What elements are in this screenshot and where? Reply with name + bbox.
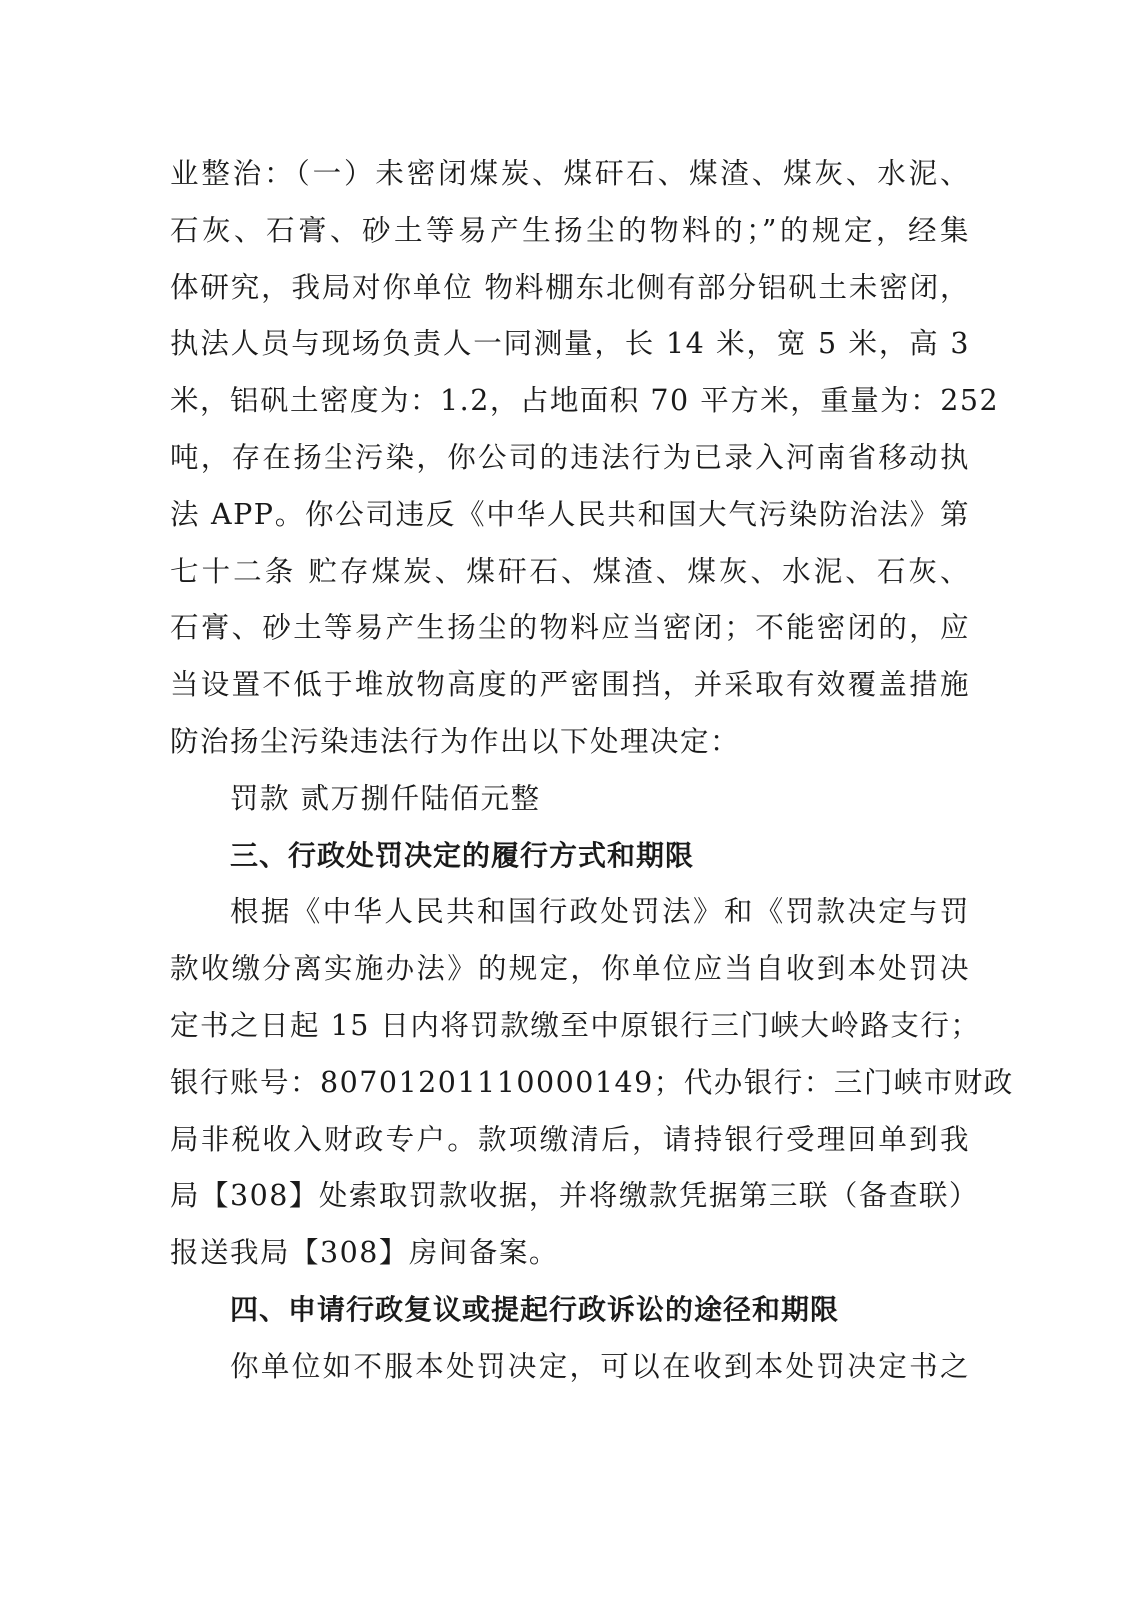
- paragraph-line: 银行账号：80701201110000149；代办银行：三门峡市财政: [170, 1065, 1014, 1099]
- section-heading: 三、行政处罚决定的履行方式和期限: [230, 838, 695, 872]
- paragraph-line: 执法人员与现场负责人一同测量，长 14 米，宽 5 米，高 3: [170, 327, 970, 361]
- paragraph-line: 防治扬尘污染违法行为作出以下处理决定：: [170, 724, 741, 758]
- paragraph-line: 你单位如不服本处罚决定，可以在收到本处罚决定书之: [230, 1349, 970, 1383]
- paragraph-line: 石膏、砂土等易产生扬尘的物料应当密闭；不能密闭的，应: [170, 611, 970, 645]
- paragraph-line: 当设置不低于堆放物高度的严密围挡，并采取有效覆盖措施: [170, 668, 970, 702]
- paragraph-line: 局【308】处索取罚款收据，并将缴款凭据第三联（备查联）: [170, 1179, 979, 1213]
- document-body: [170, 146, 1014, 1396]
- section-heading: 四、申请行政复议或提起行政诉讼的途径和期限: [230, 1292, 840, 1326]
- paragraph-line: 七十二条 贮存煤炭、煤矸石、煤渣、煤灰、水泥、石灰、: [170, 554, 970, 588]
- paragraph-line: 吨，存在扬尘污染，你公司的违法行为已录入河南省移动执: [170, 440, 970, 474]
- paragraph-line: 款收缴分离实施办法》的规定，你单位应当自收到本处罚决: [170, 952, 970, 986]
- paragraph-line: 根据《中华人民共和国行政处罚法》和《罚款决定与罚: [230, 895, 970, 929]
- paragraph-line: 石灰、石膏、砂土等易产生扬尘的物料的；”的规定，经集: [170, 213, 970, 247]
- paragraph-line: 业整治：（一）未密闭煤炭、煤矸石、煤渣、煤灰、水泥、: [170, 157, 970, 190]
- paragraph-line: 米，铝矾土密度为：1.2，占地面积 70 平方米，重量为：252: [170, 384, 1000, 418]
- paragraph-line: 报送我局【308】房间备案。: [170, 1236, 559, 1270]
- penalty-amount: 罚款 贰万捌仟陆佰元整: [230, 781, 541, 815]
- paragraph-line: 局非税收入财政专户。款项缴清后，请持银行受理回单到我: [170, 1122, 970, 1156]
- paragraph-line: 法 APP。你公司违反《中华人民共和国大气污染防治法》第: [170, 497, 970, 531]
- paragraph-line: 体研究，我局对你单位 物料棚东北侧有部分铝矾土未密闭，: [170, 270, 970, 304]
- paragraph-line: 定书之日起 15 日内将罚款缴至中原银行三门峡大岭路支行；: [170, 1008, 981, 1042]
